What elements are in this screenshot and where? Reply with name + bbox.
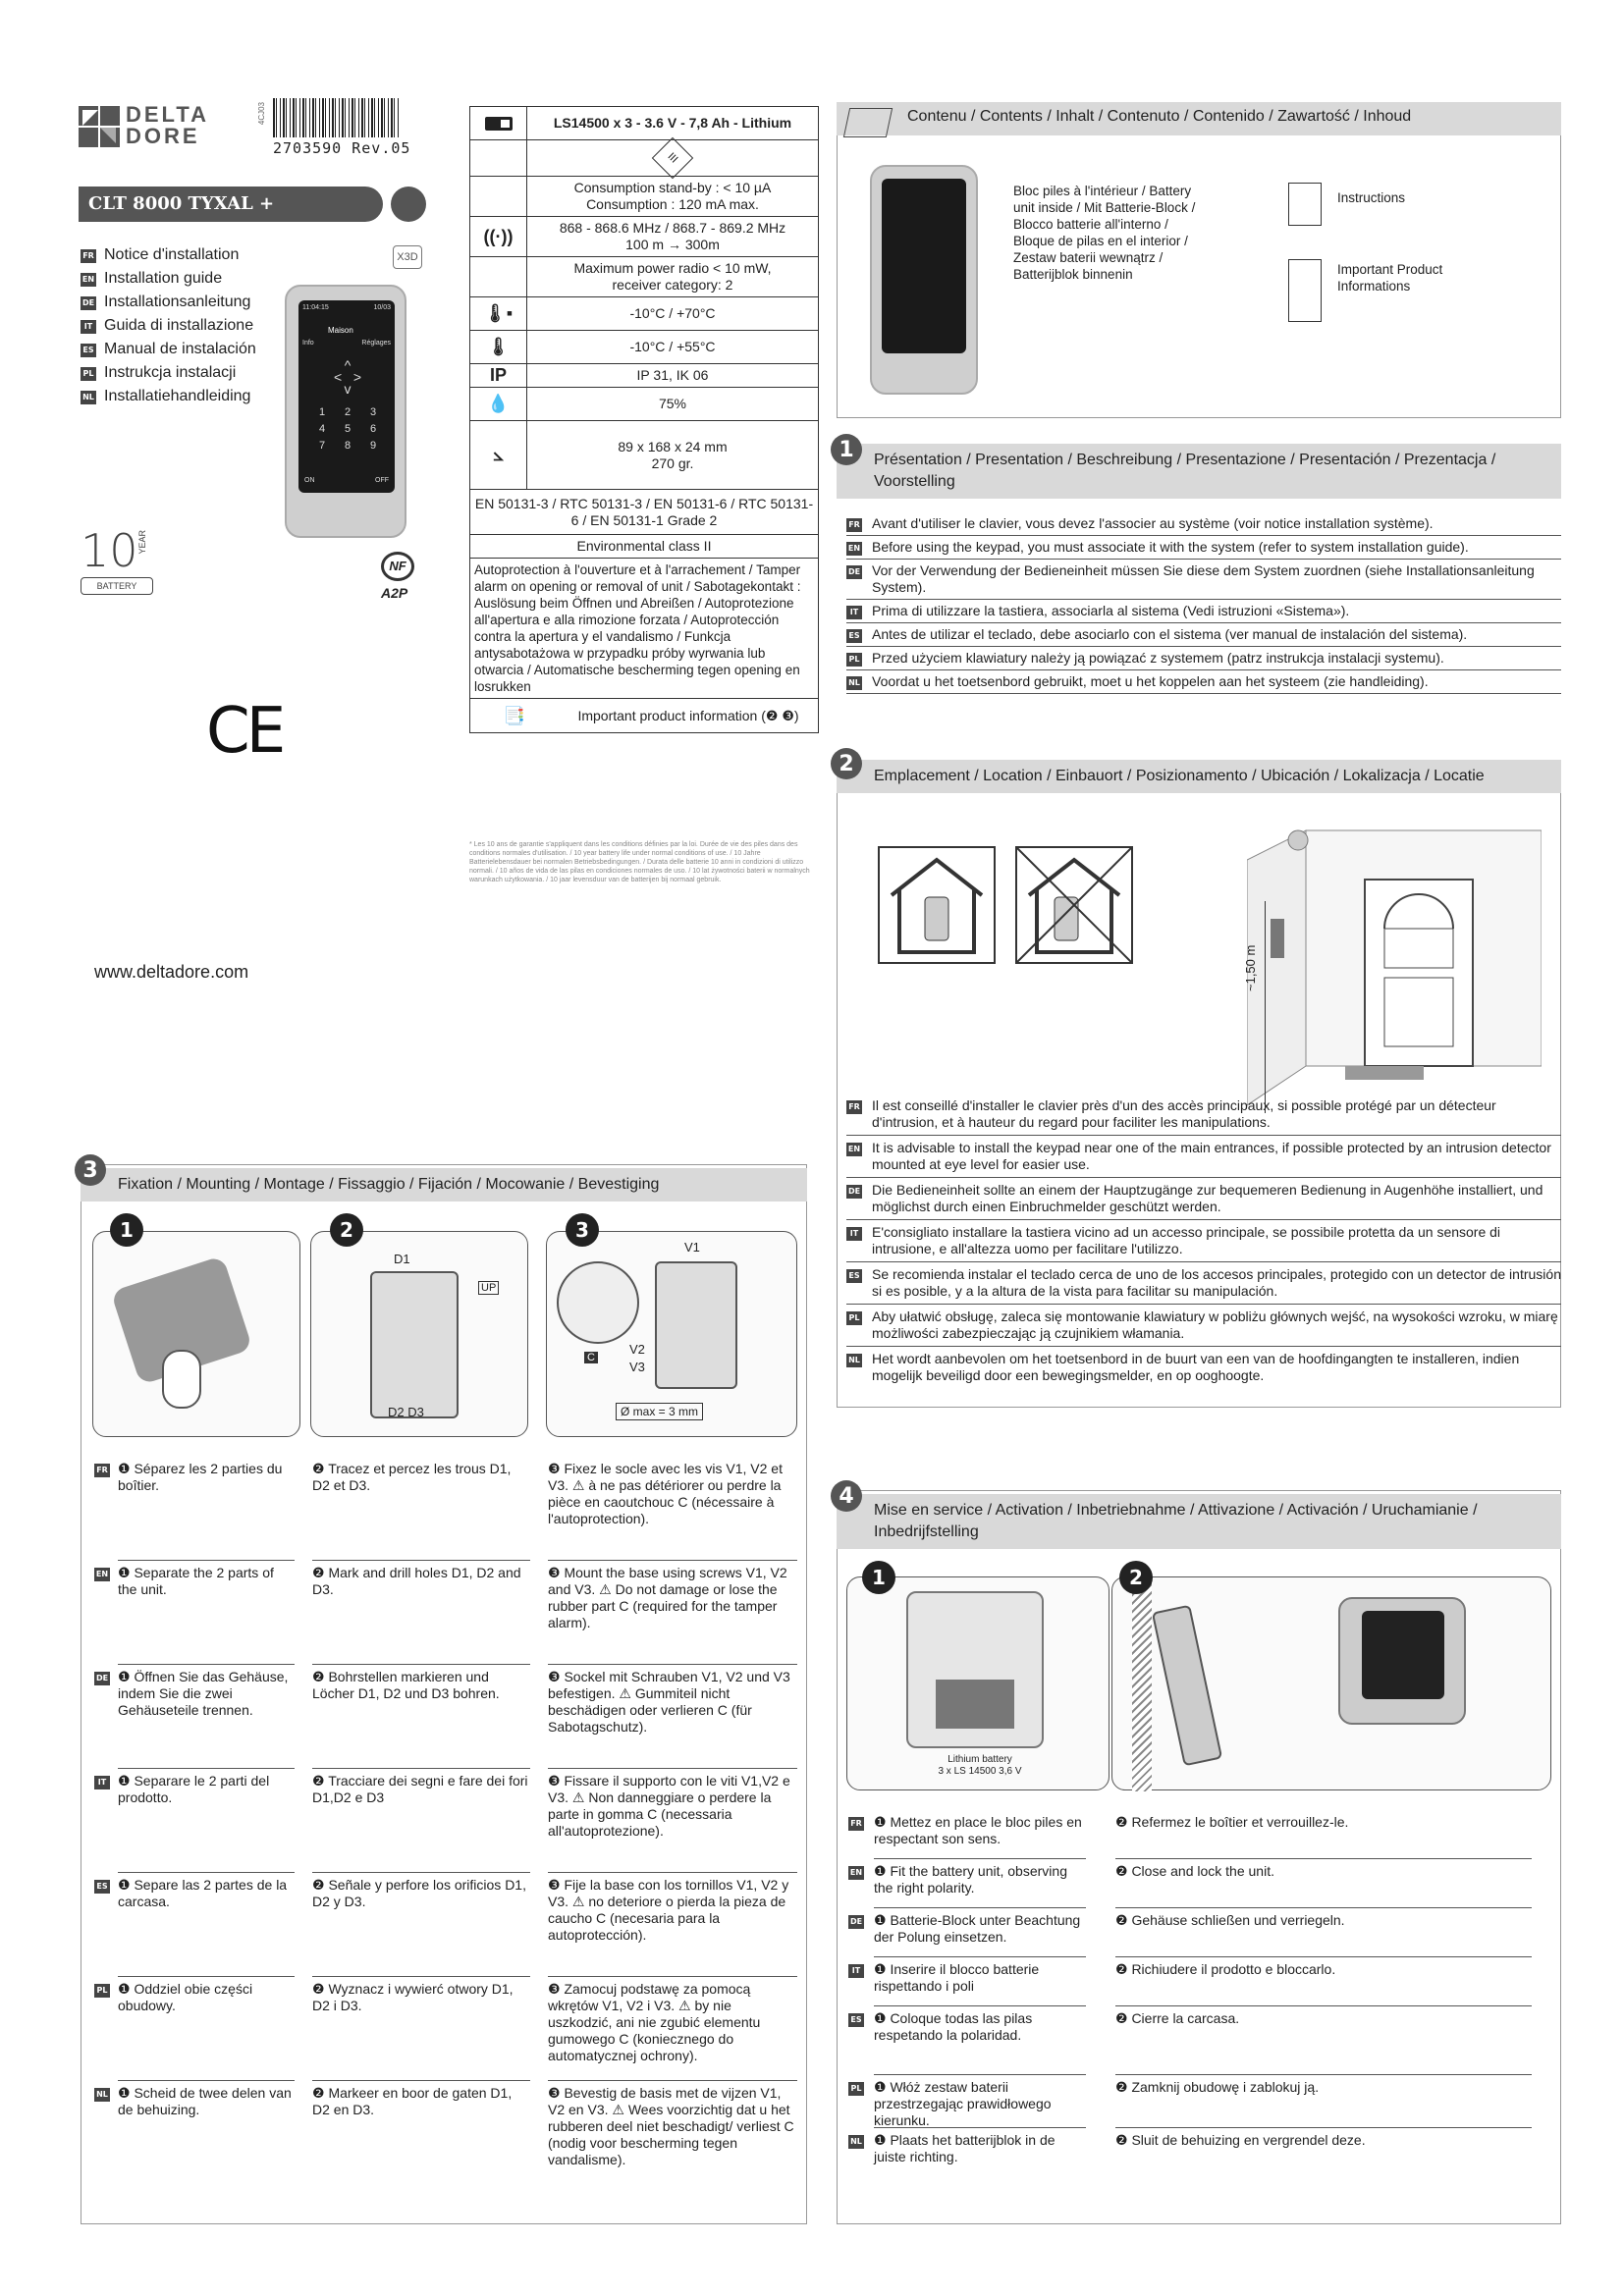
list-item: PL Przed użyciem klawiatury należy ją powiązać z systemem (patrz instrukcja instalacji systemu).: [846, 647, 1561, 670]
section3-col1: [118, 1457, 295, 2185]
doc-icon: [1288, 183, 1322, 226]
guide-item: EN Installation guide: [81, 270, 223, 287]
list-item: ❸ Fissare il supporto con le viti V1,V2 e V3. ⚠ Non danneggiare o perdere la parte in gomma C (necessaria all'autoprotezione).: [548, 1769, 797, 1873]
spec-row: ((·)) 868 - 868.6 MHz / 868.7 - 869.2 MHz 100 m → 300m: [470, 217, 818, 257]
spec-table: [469, 106, 819, 733]
section3-header: Fixation / Mounting / Montage / Fissaggio / Fijación / Mocowanie / Bevestiging: [81, 1168, 807, 1201]
list-item: ❶ Włóż zestaw baterii przestrzegając prawidłowego kierunku.: [874, 2075, 1086, 2128]
list-item: ❶ Inserire il blocco batterie rispettando i poli: [874, 1957, 1086, 2006]
list-item: ❶ Öffnen Sie das Gehäuse, indem Sie die zwei Gehäuseteile trennen.: [118, 1665, 295, 1769]
footnote: * Les 10 ans de garantie s'appliquent dans les conditions définies par la loi. Durée de vie des piles dans des conditions normales d'utilisation. / 10 year battery life under normal conditions of use. / 10 Jahre Batterielebensdauer bei normalen Betriebsbedingungen. / Durata delle batterie 10 anni in condizioni di utilizzo normali. / 10 años de vida de las pilas en condiciones normales de uso. / 10 lat żywotności baterii w normalnych warunkach użytkowania. / 10 jaar levensduur van de batterijen bij normaal gebruik.: [469, 841, 810, 883]
list-item: ❷ Bohrstellen markieren und Löcher D1, D2 und D3 bohren.: [312, 1665, 530, 1769]
list-item: ❶ Mettez en place le bloc piles en respectant son sens.: [874, 1810, 1086, 1859]
section4-col1: [874, 1810, 1086, 2177]
v3-label: V3: [629, 1360, 645, 1374]
section2-list: [846, 1094, 1561, 1388]
list-item: ❷ Cierre la carcasa.: [1115, 2006, 1532, 2075]
year-number: 10: [81, 524, 138, 577]
list-item: ❸ Sockel mit Schrauben V1, V2 und V3 befestigen. ⚠ Gummiteil nicht beschädigen oder verlieren C (für Sabotagschutz).: [548, 1665, 797, 1769]
guide-item: FR Notice d'installation: [81, 243, 256, 267]
radio-icon: ((·)): [470, 217, 527, 256]
keypad-illustration: [285, 285, 406, 538]
section3-col3: [548, 1457, 797, 2185]
list-item: ❶ Plaats het batterijblok in de juiste richting.: [874, 2132, 1056, 2164]
spec-row: 🌡▪ -10°C / +70°C: [470, 297, 818, 331]
c-label: C: [584, 1352, 598, 1363]
class-iii-icon: III: [652, 137, 693, 179]
list-item: ❶ Coloque todas las pilas respetando la polaridad.: [874, 2006, 1086, 2075]
list-item: ❶ Separe las 2 partes de la carcasa.: [118, 1873, 295, 1977]
keypad-on: ON: [304, 477, 315, 484]
battery-label: BATTERY: [81, 577, 153, 595]
guide-item: ES Manual de instalación: [81, 338, 256, 361]
contents-title: Contenu / Contents / Inhalt / Contenuto / Contenido / Zawartość / Inhoud: [907, 108, 1412, 125]
list-item: ❶ Séparez les 2 parties du boîtier.: [118, 1457, 295, 1561]
contents-keypad: [870, 165, 978, 395]
keypad-mode: Maison: [328, 326, 353, 335]
d2d3-label: D2 D3: [388, 1405, 424, 1419]
house-ok-icon: [878, 846, 996, 964]
spec-row: 💧 75%: [470, 388, 818, 421]
documents-icon: 📑: [503, 705, 526, 725]
list-item: ❶ Separare le 2 parti del prodotto.: [118, 1769, 295, 1873]
brand-name-line2: DORE: [126, 124, 200, 148]
section3-tags: FR EN DE IT ES PL NL: [94, 1461, 116, 2189]
mounting-step3-number: 3: [566, 1213, 599, 1247]
list-item: ❸ Fije la base con los tornillos V1, V2 y V3. ⚠ no deteriore o pierda la pieza de caucho C (necesaria para la autoprotección).: [548, 1873, 797, 1977]
up-label: UP: [478, 1281, 499, 1295]
house-not-ok-icon: [1015, 846, 1133, 964]
v1-label: V1: [684, 1240, 700, 1255]
small-code: 4CJ03: [257, 102, 266, 126]
delta-dore-logo-icon: [79, 106, 120, 147]
barcode-text: 2703590 Rev.05: [273, 139, 411, 157]
v2-label: V2: [629, 1342, 645, 1357]
nf-logo: NF: [381, 552, 414, 581]
section3-col2: [312, 1457, 530, 2185]
keypad-settings: Réglages: [361, 340, 391, 347]
section4-header: Mise en service / Activation / Inbetriebnahme / Attivazione / Activación / Uruchamianie / Inbedrijfstelling: [837, 1494, 1561, 1549]
keypad-arrows: ^ < > v: [333, 357, 362, 397]
mounting-step2-number: 2: [330, 1213, 363, 1247]
door-scene-illustration: [1247, 821, 1542, 1115]
list-item: ❷ Zamknij obudowę i zablokuj ją.: [1115, 2075, 1532, 2128]
list-item: ❷ Refermez le boîtier et verrouillez-le.: [1115, 1810, 1532, 1859]
spec-row: 📑 Important product information (❷ ❸): [470, 699, 818, 732]
d1-label: D1: [394, 1252, 410, 1266]
spec-row: ⦣ 89 x 168 x 24 mm 270 gr.: [470, 421, 818, 490]
thermometer-icon: 🌡: [470, 331, 527, 363]
section4-tags: FR EN DE IT ES PL NL: [848, 1814, 870, 2181]
activation-step1-number: 1: [862, 1561, 895, 1594]
list-item: ❷ Tracciare dei segni e fare dei fori D1,D2 e D3: [312, 1769, 530, 1873]
x3d-badge: X3D: [393, 245, 422, 269]
section4-col2: [1115, 1810, 1532, 2177]
keypad-digits: 1 2 3 4 5 6 7 8 9: [318, 406, 377, 452]
spec-row: IP IP 31, IK 06: [470, 364, 818, 388]
activation-step2-illustration: [1111, 1576, 1551, 1790]
ten-year-badge: [81, 526, 159, 595]
product-name: CLT 8000 TYXAL +: [88, 193, 275, 214]
spec-row: 🌡 -10°C / +55°C: [470, 331, 818, 364]
list-item: DE Vor der Verwendung der Bedieneinheit müssen Sie diese dem System zuordnen (siehe Installationsanleitung System).: [846, 560, 1561, 600]
list-item: ❷ Tracez et percez les trous D1, D2 et D3.: [312, 1457, 530, 1561]
product-dot: [391, 187, 426, 222]
spec-row: Consumption stand-by : < 10 µA Consumption : 120 mA max.: [470, 177, 818, 217]
doc-icon: [1288, 259, 1322, 322]
ce-mark: CE: [206, 695, 283, 768]
list-item: ❶ Batterie-Block unter Beachtung der Polung einsetzen.: [874, 1908, 1086, 1957]
list-item: PL Aby ułatwić obsługę, zaleca się montowanie klawiatury w pobliżu głównych wejść, na wysokości wzroku, w miarę możliwości zabezpieczając ją czujnikiem włamania.: [846, 1305, 1561, 1347]
section2-number: 2: [831, 748, 862, 779]
humidity-icon: 💧: [470, 388, 527, 420]
list-item: ❸ Fixez le socle avec les vis V1, V2 et V3. ⚠ à ne pas détériorer ou perdre la pièce en caoutchouc C (nécessaire à l'autoprotection).: [548, 1457, 797, 1561]
list-item: ❷ Sluit de behuizing en vergrendel deze.: [1115, 2132, 1366, 2148]
keypad-time: 11:04:15: [302, 304, 329, 311]
keypad-info: Info: [302, 340, 314, 347]
height-line: [1265, 901, 1266, 1113]
list-item: ❷ Richiudere il prodotto e bloccarlo.: [1115, 1957, 1532, 2006]
list-item: ❷ Señale y perfore los orificios D1, D2 y D3.: [312, 1873, 530, 1977]
spec-row: Maximum power radio < 10 mW, receiver category: 2: [470, 257, 818, 297]
box-icon: [843, 108, 893, 137]
list-item: NL Voordat u het toetsenbord gebruikt, moet u het koppelen aan het systeem (zie handleiding).: [846, 670, 1561, 694]
list-item: ❶ Separate the 2 parts of the unit.: [118, 1561, 295, 1665]
list-item: ❷ Mark and drill holes D1, D2 and D3.: [312, 1561, 530, 1665]
list-item: ❷ Gehäuse schließen und verriegeln.: [1115, 1908, 1532, 1957]
ip-icon: IP: [470, 364, 527, 387]
brand-logo: [79, 104, 255, 149]
spec-row: [470, 140, 818, 177]
battery-icon: [470, 107, 527, 139]
list-item: FR Il est conseillé d'installer le clavier près d'un des accès principaux, si possible protégé par un détecteur d'intrusion, et à hauteur du regard pour faciliter les manipulations.: [846, 1094, 1561, 1136]
list-item: ❸ Bevestig de basis met de vijzen V1, V2 en V3. ⚠ Wees voorzichtig dat u het rubberen deel niet beschadigt/ verliest C (nodig voor bescherming tegen vandalisme).: [548, 2085, 794, 2167]
doc2-label: Important Product Informations: [1337, 262, 1443, 294]
list-item: IT E'consigliato installare la tastiera vicino ad un accesso principale, se possibile protetta da un sensore di intrusione, e all'altezza uomo per facilitare l'utilizzo.: [846, 1220, 1561, 1262]
list-item: ❷ Wyznacz i wywierć otwory D1, D2 i D3.: [312, 1977, 530, 2081]
nf-a2p-badge: [377, 552, 420, 607]
keypad-date: 10/03: [373, 304, 391, 311]
list-item: ❶ Scheid de twee delen van de behuizing.: [118, 2085, 292, 2117]
section4-number: 4: [831, 1480, 862, 1512]
list-item: ES Antes de utilizar el teclado, debe asociarlo con el sistema (ver manual de instalación del sistema).: [846, 623, 1561, 647]
activation-step2-number: 2: [1119, 1561, 1153, 1594]
spec-row: Autoprotection à l'ouverture et à l'arrachement / Tamper alarm on opening or removal of unit / Sabotagekontakt : Auslösung beim Öffnen und Abreißen / Autoprotezione all'apertura e alla rimozione forzata / Autoprotección contra la apertura y el vandalismo / Funkcja antysabotażowa w przypadku próby wyrwania lub otwarcia / Automatische bescherming tegen opening en losrukken: [470, 559, 818, 699]
brand-name-line1: DELTA: [126, 102, 210, 127]
list-item: ❶ Fit the battery unit, observing the right polarity.: [874, 1859, 1086, 1908]
thermometer-box-icon: 🌡▪: [470, 297, 527, 330]
list-item: ❸ Mount the base using screws V1, V2 and V3. ⚠ Do not damage or lose the rubber part C (required for the tamper alarm).: [548, 1561, 797, 1665]
a2p-logo: A2P: [381, 585, 408, 601]
doc1-label: Instructions: [1337, 190, 1406, 205]
activation-step1-illustration: [846, 1576, 1110, 1790]
mounting-step1-number: 1: [110, 1213, 143, 1247]
mounting-step2-illustration: [310, 1231, 528, 1437]
list-item: ❷ Close and lock the unit.: [1115, 1859, 1532, 1908]
list-item: ❶ Oddziel obie części obudowy.: [118, 1977, 295, 2081]
diameter-label: Ø max = 3 mm: [616, 1403, 703, 1420]
height-label: ~1,50 m: [1243, 944, 1258, 991]
section2-header: Emplacement / Location / Einbauort / Posizionamento / Ubicación / Lokalizacja / Locatie: [837, 760, 1561, 793]
mounting-step3-illustration: [546, 1231, 797, 1437]
spec-row: LS14500 x 3 - 3.6 V - 7,8 Ah - Lithium: [470, 107, 818, 140]
guide-item: NL Installatiehandleiding: [81, 385, 256, 408]
dimensions-icon: ⦣: [470, 421, 527, 489]
guides-list: [81, 243, 256, 408]
spec-row: Environmental class II: [470, 535, 818, 559]
list-item: ❷ Markeer en boor de gaten D1, D2 en D3.: [312, 2085, 513, 2117]
barcode: [273, 98, 401, 137]
spec-row: EN 50131-3 / RTC 50131-3 / EN 50131-6 / RTC 50131-6 / EN 50131-1 Grade 2: [470, 490, 818, 535]
list-item: FR Avant d'utiliser le clavier, vous devez l'associer au système (voir notice installation système).: [846, 512, 1561, 536]
list-item: NL Het wordt aanbevolen om het toetsenbord in de buurt van een van de hoofdingangten te installeren, indien mogelijk beveiligd door een bewegingsmelder, en op ooghoogte.: [846, 1347, 1561, 1388]
keypad-off: OFF: [375, 477, 389, 484]
mounting-step1-illustration: [92, 1231, 300, 1437]
section1-list: [846, 512, 1561, 694]
list-item: EN Before using the keypad, you must associate it with the system (refer to system installation guide).: [846, 536, 1561, 560]
guide-item: PL Instrukcja instalacji: [81, 361, 256, 385]
guide-item: DE Installationsanleitung: [81, 294, 251, 310]
list-item: EN It is advisable to install the keypad near one of the main entrances, if possible protected by an intrusion detector mounted at eye level for easier use.: [846, 1136, 1561, 1178]
guide-item: IT Guida di installazione: [81, 314, 256, 338]
section3-number: 3: [75, 1154, 106, 1186]
list-item: ES Se recomienda instalar el teclado cerca de uno de los accesos principales, protegido con un detector de intrusión si es posible, y a la altura de la vista para facilitar su manipulación.: [846, 1262, 1561, 1305]
list-item: DE Die Bedieneinheit sollte an einem der Hauptzugänge zur bequemeren Bedienung in Augenhöhe installiert, und möglichst durch einen Einbruchmelder geschützt werden.: [846, 1178, 1561, 1220]
battery-text: Bloc piles à l'intérieur / Battery unit inside / Mit Batterie-Block / Blocco batterie all'interno / Bloque de pilas en el interior / Zestaw baterii wewnątrz / Batterijblok binnenin: [1013, 184, 1196, 282]
year-label: YEAR: [137, 530, 147, 555]
list-item: ❸ Zamocuj podstawę za pomocą wkrętów V1, V2 i V3. ⚠ by nie uszkodzić, ani nie zgubić elementu gumowego C (koniecznego do automatycznej ochrony).: [548, 1977, 797, 2081]
section1-header: Présentation / Presentation / Beschreibung / Presentazione / Presentación / Prezentacja / Voorstelling: [837, 444, 1561, 499]
website[interactable]: www.deltadore.com: [94, 962, 249, 982]
section1-number: 1: [831, 434, 862, 465]
battery-spec-label: Lithium battery 3 x LS 14500 3,6 V: [938, 1754, 1022, 1777]
list-item: IT Prima di utilizzare la tastiera, associarla al sistema (Vedi istruzioni «Sistema»).: [846, 600, 1561, 623]
